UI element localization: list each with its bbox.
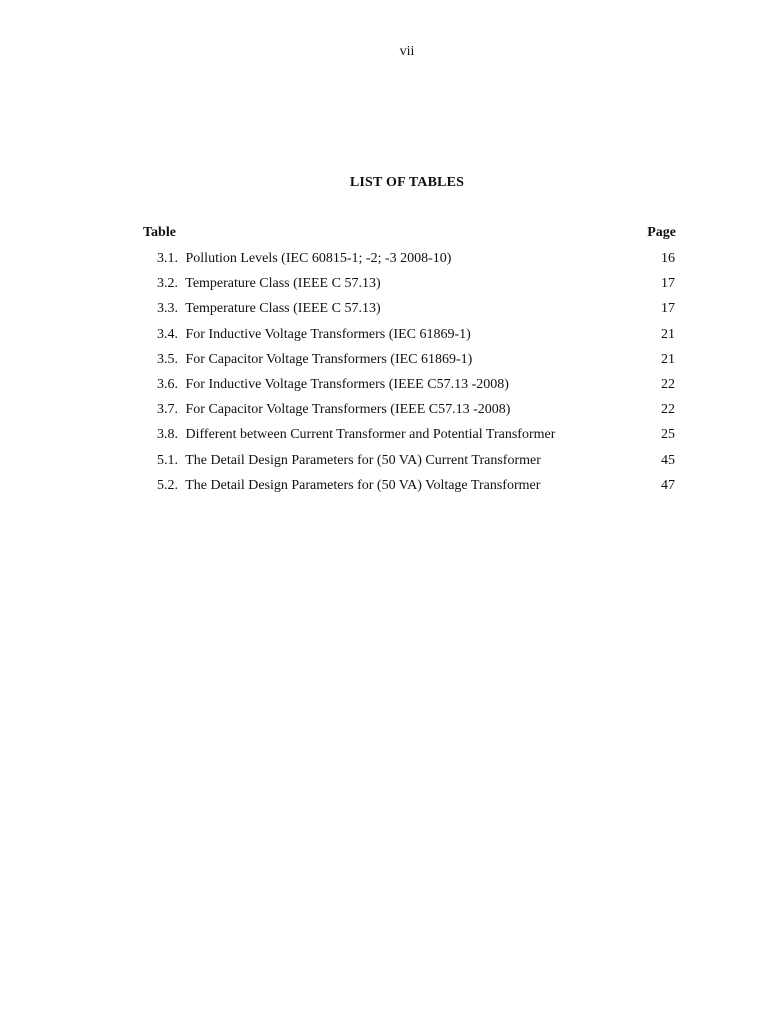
entry-page: 16: [661, 251, 675, 266]
list-item: [157, 452, 675, 477]
entry-page: 47: [661, 477, 675, 493]
entry-page: 22: [661, 376, 675, 392]
entry-title: Temperature Class (IEEE C 57.13): [185, 301, 381, 317]
entry-title: For Capacitor Voltage Transformers (IEEE C57.13 -2008): [185, 402, 511, 418]
entry-page: 17: [661, 301, 675, 317]
list-item: [157, 250, 675, 275]
list-item: [157, 351, 675, 376]
tables-list: [157, 250, 675, 502]
entry-page: 25: [661, 427, 675, 443]
list-item: [157, 401, 675, 426]
entry-title: Pollution Levels (IEC 60815-1; -2; -3 2008-10): [185, 251, 452, 266]
entry-number: 3.6.: [157, 376, 178, 392]
list-item: [157, 376, 675, 401]
entry-number: 3.1.: [157, 251, 178, 266]
page-number: vii: [399, 44, 415, 59]
list-item: [157, 477, 675, 502]
entry-page: 21: [661, 326, 675, 342]
entry-number: 3.5.: [157, 351, 178, 367]
entry-title: Temperature Class (IEEE C 57.13): [185, 276, 381, 292]
entry-page: 22: [661, 402, 675, 418]
list-item: [157, 275, 675, 300]
entry-number: 3.2.: [157, 276, 178, 292]
list-item: [157, 326, 675, 351]
entry-number: 3.4.: [157, 326, 178, 342]
page-column-label: Page: [647, 225, 676, 240]
entry-number: 5.2.: [157, 477, 178, 493]
entry-page: 17: [661, 276, 675, 292]
page-title: LIST OF TABLES: [349, 175, 465, 190]
entry-number: 3.8.: [157, 427, 178, 443]
entry-number: 5.1.: [157, 452, 178, 468]
entry-number: 3.3.: [157, 301, 178, 317]
list-item: [157, 300, 675, 325]
table-column-label: Table: [143, 225, 176, 240]
entry-title: For Inductive Voltage Transformers (IEEE C57.13 -2008): [185, 376, 509, 392]
entry-title: For Inductive Voltage Transformers (IEC 61869-1): [185, 326, 471, 342]
entry-page: 45: [661, 452, 675, 468]
entry-title: Different between Current Transformer and Potential Transformer: [185, 427, 556, 443]
entry-title: The Detail Design Parameters for (50 VA) Current Transformer: [185, 452, 541, 468]
entry-title: For Capacitor Voltage Transformers (IEC 61869-1): [185, 351, 473, 367]
list-item: [157, 426, 675, 451]
entry-number: 3.7.: [157, 402, 178, 418]
entry-page: 21: [661, 351, 675, 367]
entry-title: The Detail Design Parameters for (50 VA) Voltage Transformer: [185, 477, 541, 493]
